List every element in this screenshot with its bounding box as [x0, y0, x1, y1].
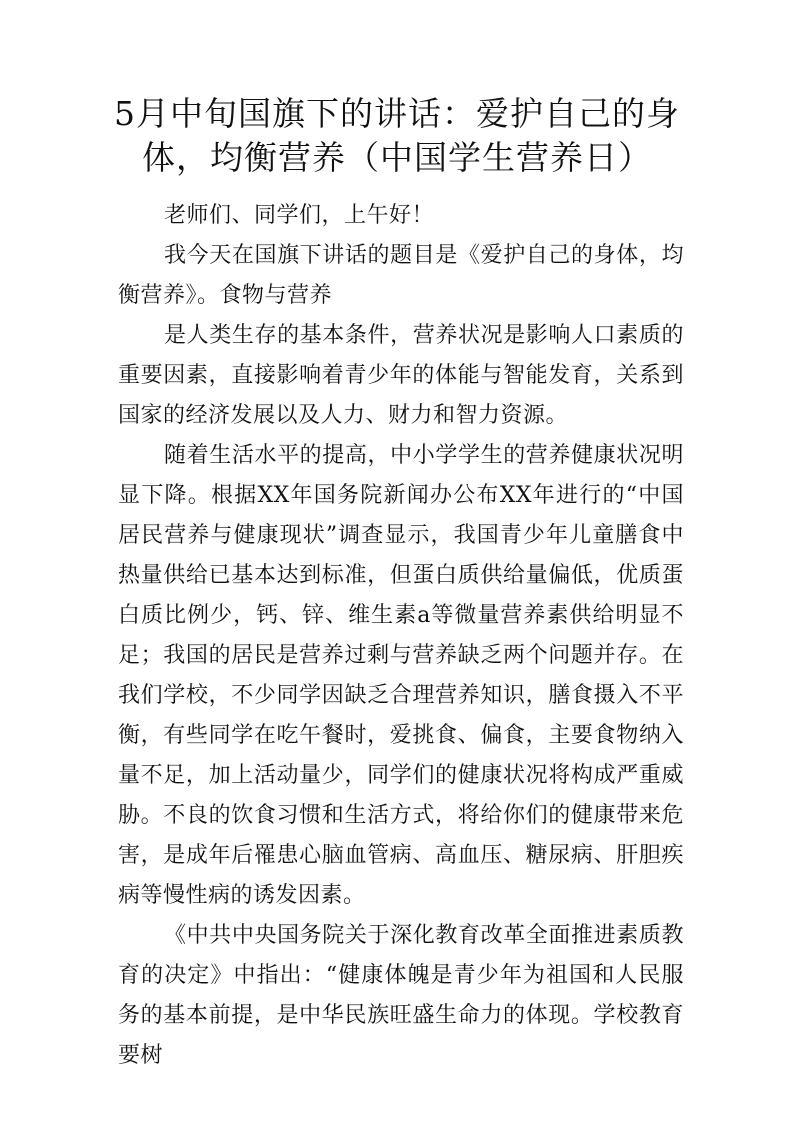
policy-quote-paragraph: 《中共中央国务院关于深化教育改革全面推进素质教育的决定》中指出：“健康体魄是青少年为祖国和人民服务的基本前提，是中华民族旺盛生命力的体现。学校教育要树 [118, 923, 684, 1068]
nutrition-importance-paragraph: 是人类生存的基本条件，营养状况是影响人口素质的重要因素，直接影响着青少年的体能与智能发育，关系到国家的经济发展以及人力、财力和智力资源。 [118, 323, 684, 428]
greeting-paragraph: 老师们、同学们，上午好！ [164, 203, 435, 228]
health-status-paragraph: 随着生活水平的提高，中小学学生的营养健康状况明显下降。根据XX年国务院新闻办公布XX年进行的“中国居民营养与健康现状”调查显示，我国青少年儿童膳食中热量供给已基本达到标准，但蛋白质供给量偏低，优质蛋白质比例少，钙、锌、维生素a等微量营养素供给明显不足；我国的居民是营养过剩与营养缺乏两个问题并存。在我们学校，不少同学因缺乏合理营养知识，膳食摄入不平衡，有些同学在吃午餐时，爱挑食、偏食，主要食物纳入量不足，加上活动量少，同学们的健康状况将构成严重威胁。不良的饮食习惯和生活方式，将给你们的健康带来危害，是成年后罹患心脑血管病、高血压、糖尿病、肝胆疾病等慢性病的诱发因素。 [118, 443, 684, 908]
document-title: 5月中旬国旗下的讲话：爱护自己的身体，均衡营养（中国学生营养日） [114, 94, 680, 177]
document-body [118, 196, 684, 1076]
topic-paragraph: 我今天在国旗下讲话的题目是《爱护自己的身体，均衡营养》。食物与营养 [118, 243, 684, 308]
